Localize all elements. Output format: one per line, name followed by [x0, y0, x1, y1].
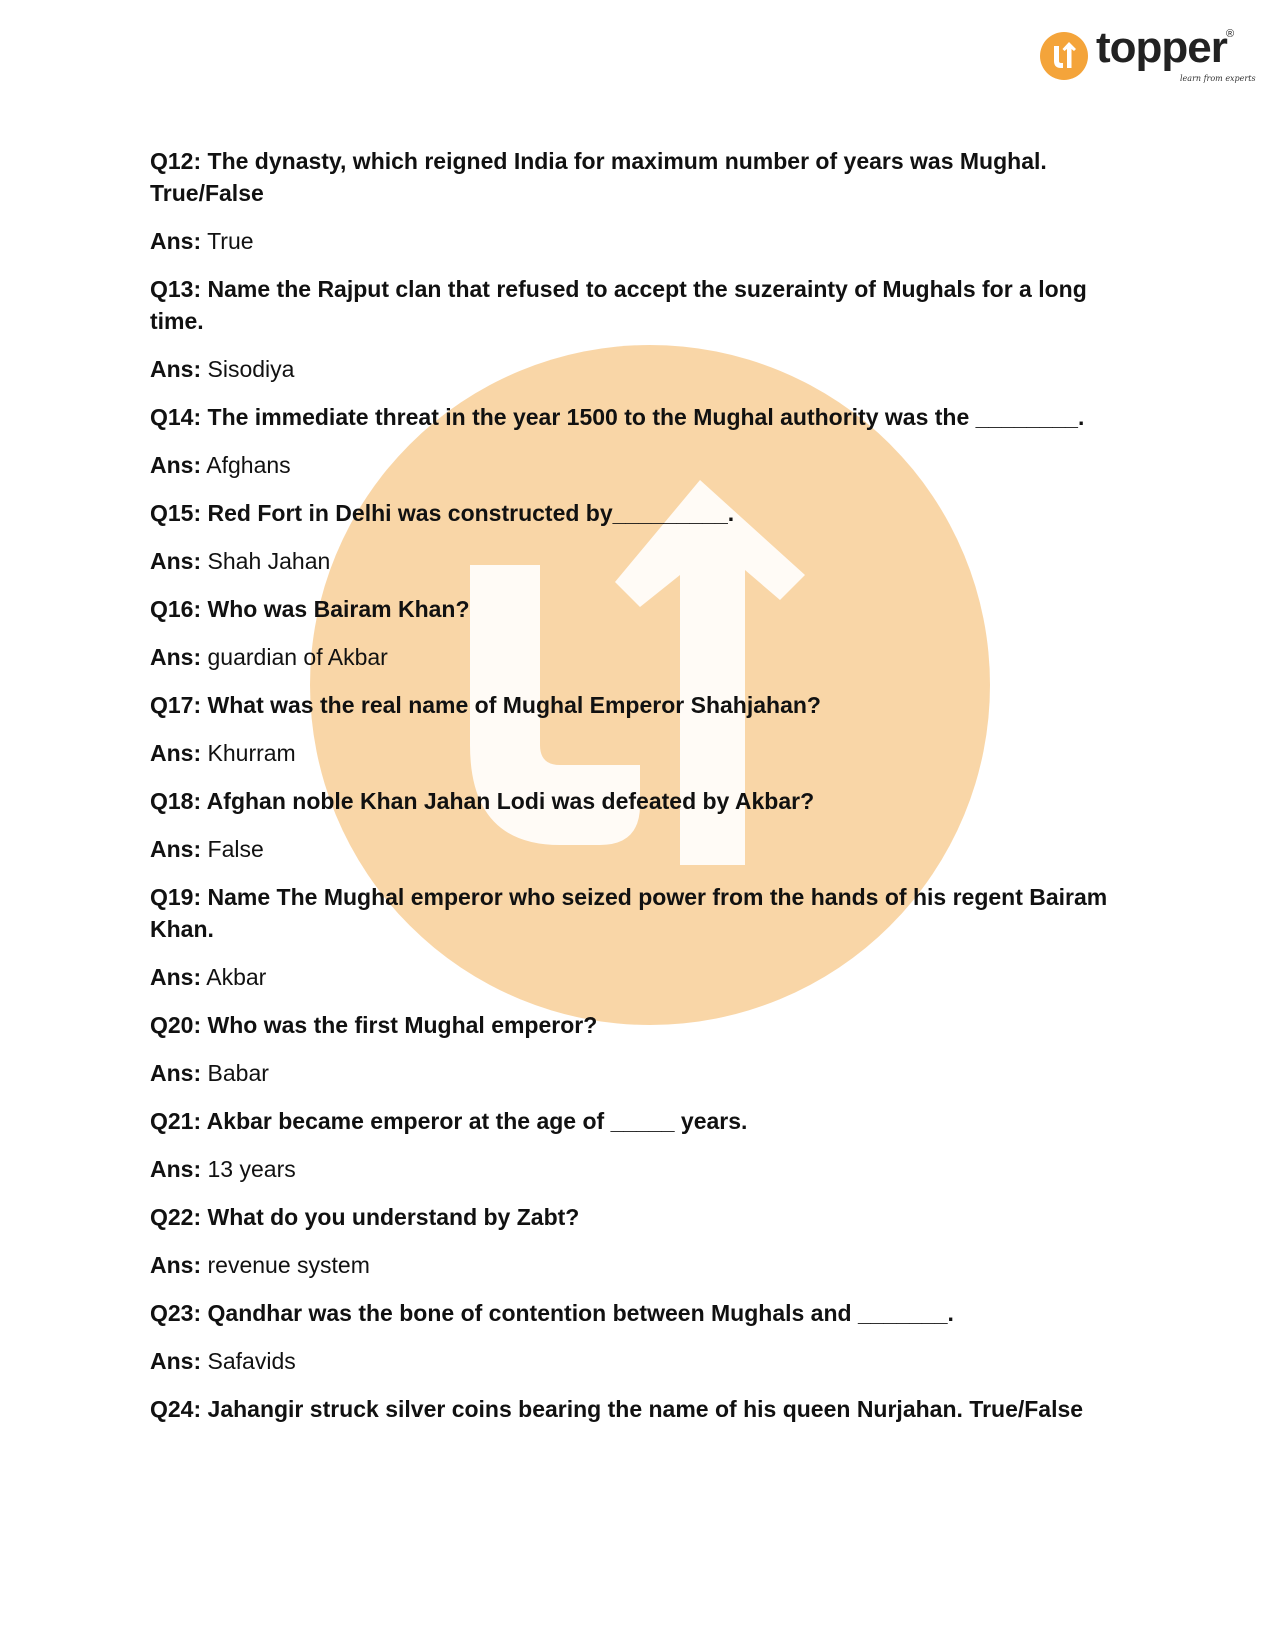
answer-line — [150, 641, 1130, 673]
brand-name: topper — [1096, 23, 1227, 72]
answer-label: Ans: — [150, 548, 202, 574]
answer-text: Babar — [207, 1060, 269, 1086]
answer-line — [150, 833, 1130, 865]
answer-text: False — [207, 836, 264, 862]
question-text: Q21: Akbar became emperor at the age of _____ years. — [150, 1108, 748, 1134]
answer-line — [150, 737, 1130, 769]
answer-label: Ans: — [150, 452, 202, 478]
answer-text: Khurram — [207, 740, 296, 766]
answer-line — [150, 1345, 1130, 1377]
answer-label: Ans: — [150, 1252, 202, 1278]
question-text: Q13: Name the Rajput clan that refused to accept the suzerainty of Mughals for a long time. — [150, 276, 1087, 334]
answer-text: revenue system — [207, 1252, 370, 1278]
brand-logo — [1040, 23, 1256, 88]
question-text: Q23: Qandhar was the bone of contention between Mughals and _______. — [150, 1300, 954, 1326]
question-text: Q16: Who was Bairam Khan? — [150, 596, 470, 622]
question-text: Q18: Afghan noble Khan Jahan Lodi was defeated by Akbar? — [150, 788, 815, 814]
answer-text: Akbar — [206, 964, 267, 990]
answer-line — [150, 1153, 1130, 1185]
answer-label: Ans: — [150, 836, 202, 862]
question-text: Q15: Red Fort in Delhi was constructed by_________. — [150, 500, 735, 526]
qa-list — [150, 145, 1130, 1441]
answer-label: Ans: — [150, 228, 202, 254]
answer-label: Ans: — [150, 356, 202, 382]
answer-label: Ans: — [150, 1060, 202, 1086]
answer-label: Ans: — [150, 644, 202, 670]
question-text: Q22: What do you understand by Zabt? — [150, 1204, 580, 1230]
answer-label: Ans: — [150, 740, 202, 766]
answer-line — [150, 1249, 1130, 1281]
answer-text: Shah Jahan — [207, 548, 331, 574]
registered-mark: ® — [1226, 28, 1235, 40]
question-text: Q17: What was the real name of Mughal Emperor Shahjahan? — [150, 692, 821, 718]
answer-label: Ans: — [150, 1156, 202, 1182]
question-text: Q14: The immediate threat in the year 1500 to the Mughal authority was the ________. — [150, 404, 1085, 430]
answer-text: Sisodiya — [207, 356, 295, 382]
answer-line — [150, 449, 1130, 481]
answer-line — [150, 961, 1130, 993]
answer-text: Safavids — [207, 1348, 296, 1374]
answer-line — [150, 545, 1130, 577]
answer-text: True — [207, 228, 254, 254]
answer-label: Ans: — [150, 1348, 202, 1374]
answer-line — [150, 1057, 1130, 1089]
answer-label: Ans: — [150, 964, 202, 990]
answer-text: 13 years — [207, 1156, 296, 1182]
answer-line — [150, 353, 1130, 385]
answer-text: Afghans — [206, 452, 291, 478]
answer-line — [150, 225, 1130, 257]
question-text: Q24: Jahangir struck silver coins bearing the name of his queen Nurjahan. True/False — [150, 1396, 1084, 1422]
brand-tagline: learn from experts — [1180, 74, 1256, 83]
brand-logo-icon — [1040, 32, 1088, 80]
question-text: Q12: The dynasty, which reigned India for maximum number of years was Mughal. True/False — [150, 148, 1047, 206]
question-text: Q20: Who was the first Mughal emperor? — [150, 1012, 598, 1038]
answer-text: guardian of Akbar — [207, 644, 388, 670]
question-text: Q19: Name The Mughal emperor who seized power from the hands of his regent Bairam Khan. — [150, 884, 1108, 942]
